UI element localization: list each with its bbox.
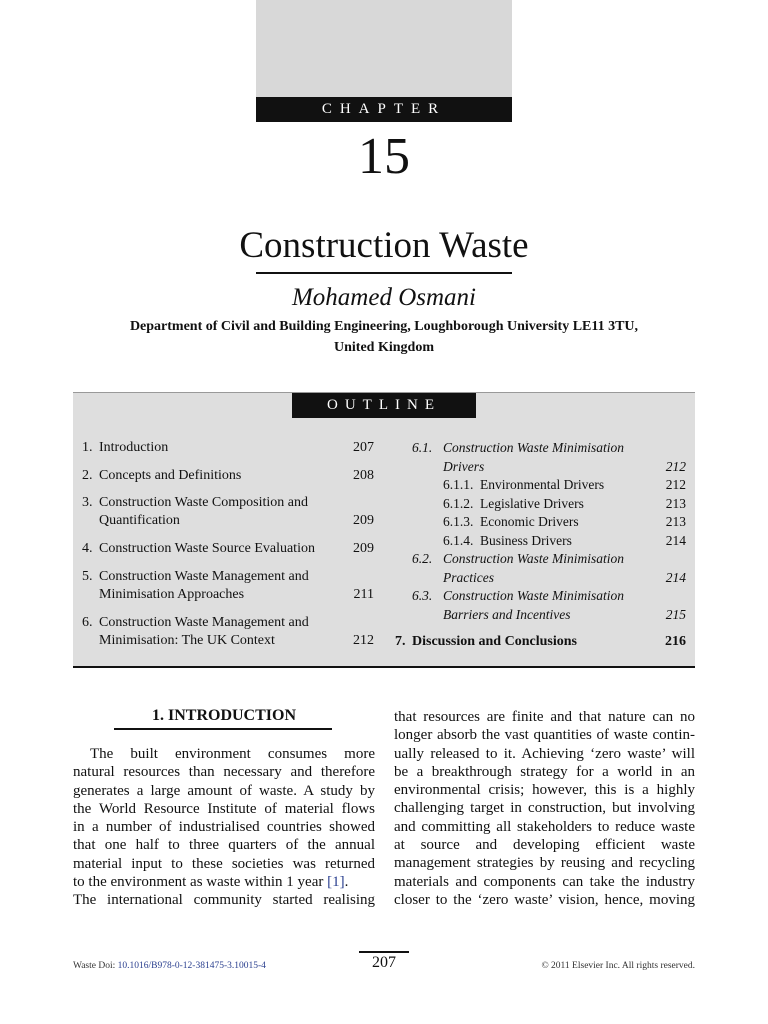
- body-line: The international community started realising: [73, 892, 375, 909]
- body-line: materials and components can take the industry: [394, 873, 695, 890]
- outline-item-page: 209: [353, 513, 374, 528]
- outline-item-title-cont: Drivers: [443, 458, 485, 474]
- outline-item-title: Construction Waste Composition and: [99, 495, 308, 510]
- outline-item-title-cont: Quantification: [99, 513, 180, 528]
- outline-item-page: 213: [665, 514, 686, 529]
- outline-item-page: 213: [665, 495, 686, 511]
- outline-item-number: 6.1.2.: [443, 495, 474, 511]
- affiliation-line-1: Department of Civil and Building Engineering, Loughborough University LE11 3TU,: [129, 319, 639, 334]
- outline-item-title: Economic Drivers: [480, 514, 579, 529]
- author-name: Mohamed Osmani: [291, 284, 476, 311]
- outline-item-6-2[interactable]: [412, 550, 686, 587]
- body-line: natural resources than necessary and therefore: [73, 764, 375, 781]
- outline-item-number: 6.1.4.: [443, 532, 474, 548]
- body-line: to the environment as waste within 1 year: [73, 874, 324, 891]
- body-line: closer to the ‘zero waste’ vision, hence, moving: [394, 891, 695, 908]
- outline-item-title-cont: Minimisation: The UK Context: [99, 633, 275, 648]
- body-line: material input to these societies was returned: [73, 855, 375, 872]
- outline-item-page: 212: [353, 633, 374, 648]
- outline-item-title: Discussion and Conclusions: [412, 634, 577, 649]
- body-column-right: [394, 708, 695, 909]
- body-line: management strategies by reusing and recycling: [394, 855, 695, 872]
- footer-doi-link[interactable]: 10.1016/B978-0-12-381475-3.10015-4: [117, 961, 266, 971]
- chapter-title: Construction Waste: [239, 225, 529, 266]
- body-line: the World Resource Institute of material flows: [73, 800, 375, 817]
- affiliation-line-2: United Kingdom: [334, 340, 434, 355]
- section-rule: [114, 728, 332, 730]
- outline-item-title-cont: Practices: [443, 569, 494, 585]
- chapter-label: CHAPTER: [256, 97, 512, 122]
- header-gray-block: [256, 0, 512, 97]
- outline-item-title: Construction Waste Management and: [99, 615, 309, 630]
- outline-item-number: 6.2.: [412, 551, 433, 566]
- chapter-number: 15: [358, 128, 410, 185]
- body-line: be a breakthrough strategy for a world in an: [394, 763, 695, 780]
- outline-label: OUTLINE: [292, 393, 476, 418]
- outline-item-number: 6.3.: [412, 588, 433, 603]
- section-heading: 1. INTRODUCTION: [151, 707, 296, 724]
- outline-item-number: 6.1.3.: [443, 514, 474, 529]
- outline-item-number: 6.1.: [412, 440, 433, 455]
- body-column-left: [73, 745, 375, 910]
- body-line-with-citation: to the environment as waste within 1 year [1].: [73, 874, 349, 891]
- body-line: generates a large amount of waste. A study by: [73, 782, 375, 799]
- body-line: challenging target in construction, but involving: [394, 800, 695, 817]
- outline-item-number: 6.: [82, 615, 93, 630]
- outline-item-6-1[interactable]: [412, 439, 686, 476]
- body-line: at source and developing efficient waste: [394, 837, 695, 854]
- outline-item-page: 209: [353, 541, 374, 556]
- outline-item-6[interactable]: [82, 614, 374, 650]
- outline-item-title: Construction Waste Minimisation: [443, 551, 625, 566]
- outline-item-page: 212: [665, 477, 686, 492]
- outline-item-number: 3.: [82, 495, 93, 510]
- body-line: environmental crisis; however, this is a highly: [394, 782, 695, 799]
- outline-item-page: 211: [353, 587, 374, 602]
- outline-item-title: Business Drivers: [480, 532, 572, 548]
- body-line: The built environment consumes more: [90, 746, 375, 762]
- outline-item-number: 4.: [82, 541, 93, 556]
- body-line: and committing all stakeholders to reduce waste: [394, 818, 695, 835]
- outline-item-title: Construction Waste Minimisation: [443, 440, 625, 455]
- outline-item-page: 215: [665, 606, 686, 622]
- outline-item-title: Environmental Drivers: [480, 477, 605, 492]
- title-rule: [256, 272, 512, 274]
- outline-item-title: Legislative Drivers: [480, 495, 584, 511]
- outline-item-page: 207: [353, 440, 374, 455]
- outline-item-title: Construction Waste Source Evaluation: [99, 541, 315, 556]
- outline-item-title: Introduction: [99, 440, 169, 455]
- outline-item-number: 6.1.1.: [443, 477, 474, 492]
- outline-item-title: Construction Waste Minimisation: [443, 588, 625, 603]
- footer-copyright: © 2011 Elsevier Inc. All rights reserved.: [541, 961, 695, 971]
- body-line: in a number of industrialised countries showed: [73, 819, 375, 836]
- footer-citation: [73, 960, 266, 972]
- outline-item-title-cont: Barriers and Incentives: [443, 606, 571, 622]
- outline-item-title: Construction Waste Management and: [99, 569, 309, 584]
- outline-item-title-cont: Minimisation Approaches: [99, 587, 245, 602]
- outline-item-page: 214: [665, 532, 686, 548]
- outline-item-number: 7.: [395, 634, 406, 649]
- outline-item-page: 212: [665, 458, 686, 474]
- outline-item-page: 214: [665, 569, 686, 585]
- footer-doi-label: Doi:: [98, 961, 116, 971]
- outline-item-page: 208: [353, 468, 374, 483]
- outline-item-number: 1.: [82, 440, 93, 455]
- outline-item-number: 2.: [82, 468, 93, 483]
- outline-item-6-3[interactable]: [412, 587, 686, 624]
- outline-item-3[interactable]: [82, 494, 374, 530]
- footer-book-title: Waste: [73, 961, 96, 971]
- affiliation: [100, 316, 668, 358]
- outline-item-5[interactable]: [82, 568, 374, 604]
- outline-item-page: 216: [665, 634, 686, 649]
- body-line: that resources are finite and that nature can no: [394, 709, 695, 725]
- outline-item-number: 5.: [82, 569, 93, 584]
- citation-link[interactable]: [1]: [327, 874, 345, 891]
- body-line: that one half to three quarters of the annual: [73, 837, 375, 854]
- body-line: ually released to it. Achieving ‘zero waste’ will: [394, 745, 695, 762]
- outline-box: [73, 392, 695, 668]
- body-line: longer absorb the vast quantities of waste contin-: [394, 727, 695, 744]
- page-number: 207: [372, 954, 396, 971]
- outline-item-title: Concepts and Definitions: [99, 468, 242, 483]
